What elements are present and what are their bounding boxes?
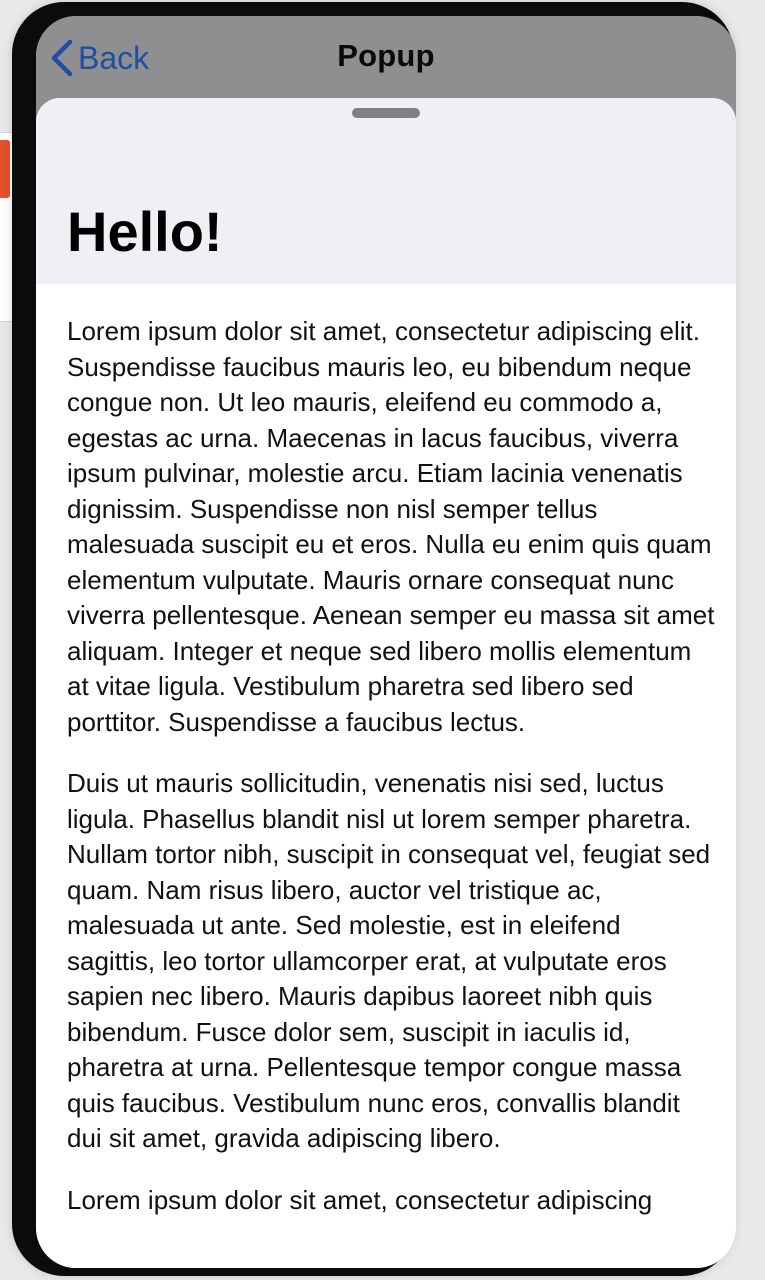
background-card-accent — [0, 140, 10, 198]
navigation-bar — [36, 16, 736, 98]
sheet-content — [67, 314, 715, 1244]
device-frame — [12, 2, 734, 1276]
screen — [36, 16, 736, 1268]
paragraph: Duis ut mauris sollicitudin, venenatis nisi sed, luctus ligula. Phasellus blandit nisl ut lorem semper pharetra. Nullam tortor nibh, suscipit in consequat vel, feugiat sed quam. Nam risus libero, auctor vel tristique ac, malesuada ut ante. Sed molestie, est in eleifend sagittis, leo tortor ullamcorper erat, at vulputate eros sapien nec libero. Mauris dapibus laoreet nibh quis bibendum. Fusce dolor sem, suscipit in iaculis id, pharetra at urna. Pellentesque tempor congue massa quis faucibus. Vestibulum nunc eros, convallis blandit dui sit amet, gravida adipiscing libero. — [67, 768, 711, 1153]
nav-title: Popup — [337, 38, 435, 73]
sheet-header — [36, 98, 736, 284]
popup-sheet[interactable] — [36, 98, 736, 1268]
grabber-handle[interactable] — [352, 108, 420, 118]
paragraph: Lorem ipsum dolor sit amet, consectetur adipiscing elit. Suspendisse faucibus mauris leo, eu bibendum neque congue non. Ut leo mauris, eleifend eu commodo a, egestas ac urna. Maecenas in lacus faucibus, viverra ipsum pulvinar, molestie arcu. Etiam lacinia venenatis dignissim. Suspendisse non nisl semper tellus malesuada suscipit eu et eros. Nulla eu enim quis quam elementum vulputate. Mauris ornare consequat nunc viverra pellentesque. Aenean semper eu massa sit amet aliquam. Integer et neque sed libero mollis elementum at vitae ligula. Vestibulum pharetra sed libero sed porttitor. Suspendisse a faucibus lectus. — [67, 316, 715, 737]
back-button-label: Back — [78, 39, 150, 76]
paragraph: Lorem ipsum dolor sit amet, consectetur adipiscing — [67, 1184, 653, 1215]
sheet-title: Hello! — [67, 200, 223, 263]
